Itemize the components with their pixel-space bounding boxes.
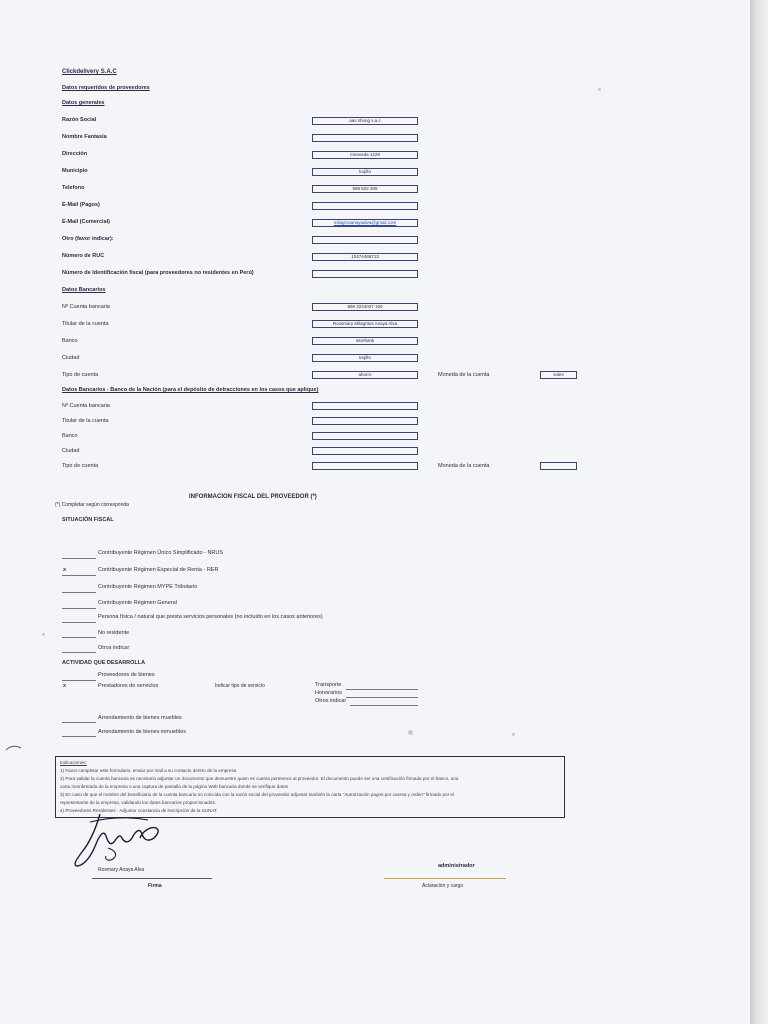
label-ciudad: Ciudad <box>62 355 80 361</box>
field-nacion-cuenta[interactable] <box>312 402 418 410</box>
page-edge-shadow <box>750 0 768 1024</box>
indicaciones-title: Indicaciones: <box>60 760 87 765</box>
label-nacion-titular: Titular de la cuenta <box>62 418 109 424</box>
activity-label-bienes: Proveedores de bienes <box>98 672 155 678</box>
field-nacion-moneda[interactable] <box>540 462 577 470</box>
label-otro: Otro (favor indicar): <box>62 236 114 242</box>
field-ciudad[interactable]: trujillo <box>312 354 418 362</box>
field-banco[interactable]: interbank <box>312 337 418 345</box>
indicaciones-line-4: 3) En caso de que el nombre del beneficiario de la cuenta bancaria no coincida con la razón social del proveedor adjuntar también la carta "Autorización pagos por cuenta y orden" firmado por el <box>60 792 454 797</box>
scan-speck <box>42 633 45 636</box>
indicaciones-line-3: carta membretada de la empresa o una captura de pantalla de la página Web bancaria donde se verifique datos <box>60 784 288 789</box>
service-honorarios-blank[interactable] <box>346 697 418 698</box>
option-label-nrus: Contribuyente Régimen Único Simplificado - NRUS <box>98 550 224 556</box>
field-municipio[interactable]: trujillo <box>312 168 418 176</box>
rental-blank-inmuebles[interactable] <box>62 736 96 737</box>
indicar-tipo-servicio: Indicar tipo de servicio <box>215 683 265 689</box>
section-datos-requeridos: Datos requeridos de proveedores <box>62 85 150 91</box>
label-nombre-fantasia: Nombre Fantasía <box>62 134 107 140</box>
rental-blank-muebles[interactable] <box>62 722 96 723</box>
service-honorarios: Honorarios <box>315 690 342 696</box>
indicaciones-line-1: 1) Favor completar este formulario, enviar por mail a su contacto dentro de la empresa <box>60 768 237 773</box>
label-email-pagos: E-Mail (Pagos) <box>62 202 100 208</box>
scan-speck <box>598 88 601 91</box>
label-razon-social: Razón Social <box>62 117 97 123</box>
role-line <box>384 878 506 879</box>
option-blank-rer[interactable] <box>62 575 96 576</box>
field-tipo-cuenta[interactable]: ahorro <box>312 371 418 379</box>
option-blank-general[interactable] <box>62 608 96 609</box>
label-email-comercial: E-Mail (Comercial) <box>62 219 110 225</box>
option-blank-mype[interactable] <box>62 592 96 593</box>
handwritten-signature <box>70 808 170 872</box>
label-direccion: Dirección <box>62 151 88 157</box>
field-otro[interactable] <box>312 236 418 244</box>
field-email-pagos[interactable] <box>312 202 418 210</box>
label-nacion-ciudad: Ciudad <box>62 448 80 454</box>
service-transporte: Transporte <box>315 682 342 688</box>
indicaciones-line-6: 4) Proveedores Residentes - Adjuntar constancia de inscripción de la SUNAT <box>60 808 217 813</box>
label-nacion-banco: Banco <box>62 433 78 439</box>
field-cuenta-bancaria[interactable]: 898 3224027 160 <box>312 303 418 311</box>
signature-line <box>92 878 212 879</box>
option-label-persona: Persona física / natural que presta servicios personales (no incluido en los casos anteriores) <box>98 614 323 620</box>
scan-speck <box>408 730 413 735</box>
label-nacion-moneda: Moneda de la cuenta <box>438 463 490 469</box>
signer-name: Rosmary Anaya Alva <box>98 867 145 873</box>
option-label-no-residente: No residente <box>98 630 130 636</box>
option-label-general: Contribuyente Régimen General <box>98 600 177 606</box>
field-nacion-titular[interactable] <box>312 417 418 425</box>
field-nacion-tipo[interactable] <box>312 462 418 470</box>
indicaciones-line-5: representante de la empresa, validando los datos bancarios proporcionados. <box>60 800 217 805</box>
field-nacion-banco[interactable] <box>312 432 418 440</box>
label-foreign-id: Número de Identificación fiscal (para proveedores no residentes en Perú) <box>62 270 254 276</box>
label-nacion-tipo: Tipo de cuenta <box>62 463 99 469</box>
field-moneda[interactable]: soles <box>540 371 577 379</box>
label-banco: Banco <box>62 338 78 344</box>
service-otros-blank[interactable] <box>350 705 418 706</box>
option-label-otros: Otros indicar <box>98 645 130 651</box>
label-nacion-cuenta: Nº Cuenta bancaria <box>62 403 110 409</box>
field-nombre-fantasia[interactable] <box>312 134 418 142</box>
section-datos-bancarios: Datos Bancarios <box>62 287 106 293</box>
field-razon-social[interactable]: aas shong s.a.c <box>312 117 418 125</box>
option-blank-no-residente[interactable] <box>62 637 96 638</box>
fiscal-note: (*) Completar según corresponda <box>55 502 129 508</box>
activity-mark-servicios: x <box>63 683 67 689</box>
option-blank-persona[interactable] <box>62 622 96 623</box>
section-datos-generales: Datos generales <box>62 100 105 106</box>
label-municipio: Municipio <box>62 168 88 174</box>
field-titular[interactable]: Rossmary Milagritos Anaya Alva <box>312 320 418 328</box>
label-ruc: Número de RUC <box>62 253 105 259</box>
option-label-mype: Contribuyente Régimen MYPE Tributario <box>98 584 198 590</box>
option-mark-rer: x <box>63 567 67 573</box>
field-ruc[interactable]: 10474486713 <box>312 253 418 261</box>
service-transporte-blank[interactable] <box>346 689 418 690</box>
label-titular: Titular de la cuenta <box>62 321 109 327</box>
option-blank-nrus[interactable] <box>62 558 96 559</box>
label-telefono: Telefono <box>62 185 85 191</box>
firma-label: Firma <box>148 883 162 889</box>
field-nacion-ciudad[interactable] <box>312 447 418 455</box>
section-datos-nacion: Datos Bancarios - Banco de la Nación (para el depósito de detracciones en los casos que aplique) <box>62 387 319 393</box>
indicaciones-line-2: 2) Para validar la cuenta bancaria es necesario adjuntar un documento que demuestre quien es cuenta pertenece al proveedor. El documento puede ser una certificación firmada por el banco, una <box>60 776 459 781</box>
service-otros: Otros indicar <box>315 698 347 704</box>
role-label: Aclaración y cargo <box>422 883 464 889</box>
scan-speck <box>512 733 515 736</box>
activity-label-servicios: Prestadores de servicios <box>98 683 159 689</box>
scan-mark <box>5 744 23 752</box>
rental-label-inmuebles: Arrendamiento de bienes inmuebles <box>98 729 187 735</box>
field-direccion[interactable]: miraveda 1229 <box>312 151 418 159</box>
label-moneda: Moneda de la cuenta <box>438 372 490 378</box>
fiscal-title: INFORMACION FISCAL DEL PROVEEDOR (*) <box>189 494 317 500</box>
label-tipo-cuenta: Tipo de cuenta <box>62 372 99 378</box>
company-name: Clickdelivery S.A.C <box>62 69 117 75</box>
rental-label-muebles: Arrendamiento de bienes muebles <box>98 715 182 721</box>
option-label-rer: Contribuyente Régimen Especial de Renta - RER <box>98 567 219 573</box>
activity-blank-bienes[interactable] <box>62 680 96 681</box>
actividad-title: ACTIVIDAD QUE DESARROLLA <box>62 660 146 666</box>
label-cuenta-bancaria: Nº Cuenta bancaria <box>62 304 110 310</box>
situacion-fiscal-title: SITUACIÓN FISCAL <box>62 517 114 523</box>
signer-role: administrador <box>438 863 475 869</box>
option-blank-otros[interactable] <box>62 652 96 653</box>
field-foreign-id[interactable] <box>312 270 418 278</box>
field-email-comercial[interactable]: milagrosanayaalva@gmail.com <box>312 219 418 227</box>
field-telefono[interactable]: 998 522 306 <box>312 185 418 193</box>
